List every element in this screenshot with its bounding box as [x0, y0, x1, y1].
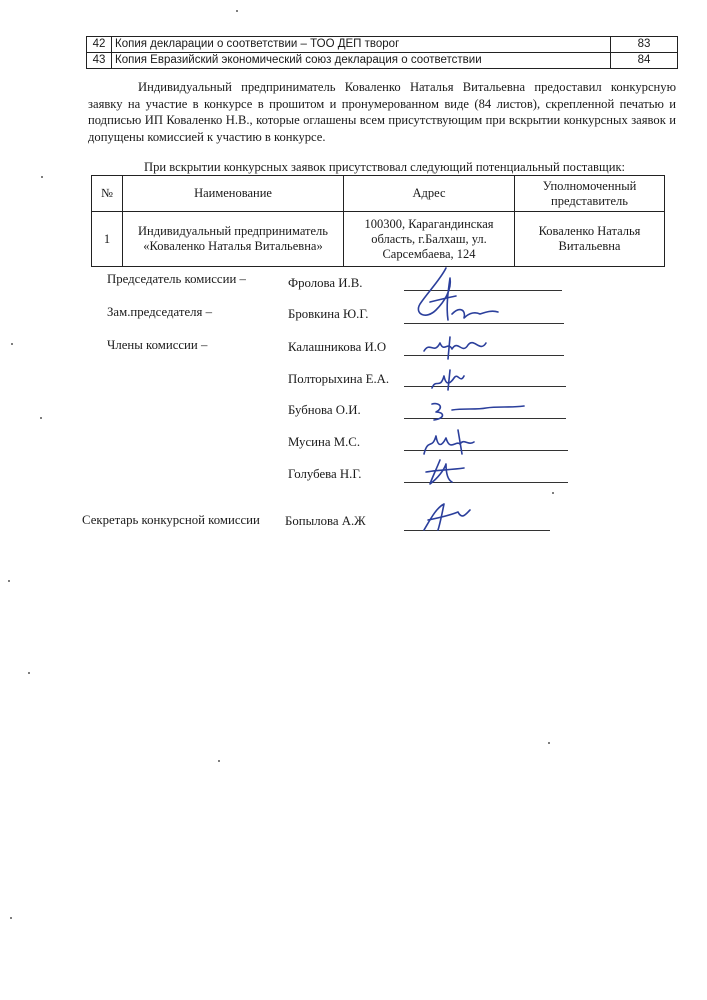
table-row — [92, 212, 665, 267]
member-name: Мусина М.С. — [288, 435, 361, 449]
chair-name: Фролова И.В. — [288, 276, 363, 290]
member-name: Калашникова И.О — [288, 340, 387, 354]
chair-label: Председатель комиссии – — [107, 272, 246, 286]
row-page: 84 — [611, 53, 678, 69]
member-name: Полторыхина Е.А. — [288, 372, 390, 386]
supplier-table — [91, 175, 665, 267]
secretary-signature-image — [418, 500, 478, 534]
row-description: Копия декларации о соответствии – ТОО ДЕП творог — [112, 37, 611, 53]
deputy-label: Зам.председателя – — [107, 305, 213, 319]
member-signature-image — [420, 333, 510, 363]
scan-speck — [552, 492, 554, 494]
bid-paragraph: Индивидуальный предприниматель Коваленко Наталья Витальевна предоставил конкурсную заявку на участие в конкурсе в прошитом и пронумерованном виде (84 листов), скрепленной печатью и подписью ИП Коваленко Н.В., которые оглашены всем присутствующим при вскрытии конкурсных заявок и допущены комиссией к участию в конкурсе. — [88, 80, 676, 144]
scan-speck — [236, 10, 238, 12]
table-header-row — [92, 176, 665, 212]
member-name: Бубнова О.И. — [288, 403, 361, 417]
table-row — [87, 37, 678, 53]
supplier-name: Индивидуальный предприниматель «Коваленко Наталья Витальевна» — [123, 212, 344, 267]
secretary-name: Бопылова А.Ж — [285, 514, 366, 528]
header-representative: Уполномоченный представитель — [515, 176, 665, 212]
member-name: Голубева Н.Г. — [288, 467, 362, 481]
document-list-table — [86, 36, 678, 69]
row-description: Копия Евразийский экономический союз декларация о соответствии — [112, 53, 611, 69]
row-page: 83 — [611, 37, 678, 53]
supplier-representative: Коваленко Наталья Витальевна — [515, 212, 665, 267]
scan-speck — [218, 760, 220, 762]
member-signature-image — [420, 456, 480, 486]
scan-speck — [548, 742, 550, 744]
header-num: № — [92, 176, 123, 212]
scan-speck — [28, 672, 30, 674]
member-signature-image — [424, 398, 534, 424]
scan-speck — [8, 580, 10, 582]
deputy-name: Бровкина Ю.Г. — [288, 307, 369, 321]
members-label: Члены комиссии – — [107, 338, 208, 352]
table-row — [87, 53, 678, 69]
member-signature-image — [418, 424, 488, 460]
row-number: 43 — [87, 53, 112, 69]
supplier-intro-paragraph: При вскрытии конкурсных заявок присутствовал следующий потенциальный поставщик: — [144, 160, 626, 174]
row-number: 42 — [87, 37, 112, 53]
secretary-label: Секретарь конкурсной комиссии — [82, 513, 260, 527]
scan-speck — [11, 343, 13, 345]
header-address: Адрес — [344, 176, 515, 212]
scan-speck — [10, 917, 12, 919]
member-signature-image — [424, 366, 484, 396]
header-name: Наименование — [123, 176, 344, 212]
supplier-address: 100300, Карагандинская область, г.Балхаш, ул. Сарсембаева, 124 — [344, 212, 515, 267]
chair-deputy-signature-image — [400, 262, 510, 332]
scan-speck — [41, 176, 43, 178]
scan-speck — [40, 417, 42, 419]
supplier-num: 1 — [92, 212, 123, 267]
